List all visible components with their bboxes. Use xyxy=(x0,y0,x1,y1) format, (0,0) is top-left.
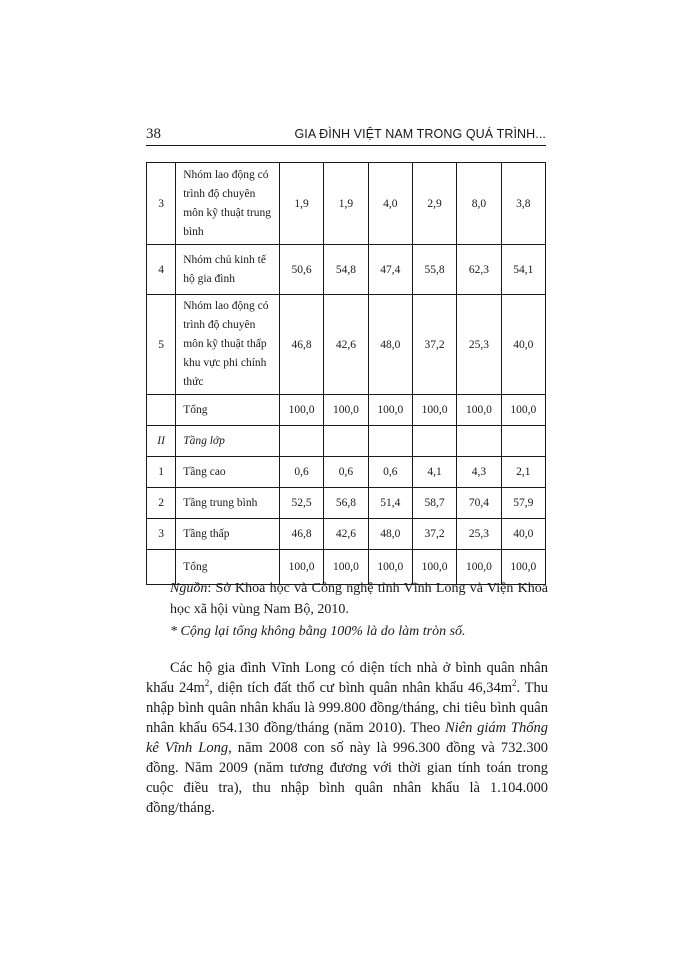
value-cell: 100,0 xyxy=(279,550,323,585)
value-cell: 25,3 xyxy=(457,295,501,395)
value-cell: 42,6 xyxy=(324,519,368,550)
book-title: Niên giám Thống kê Vĩnh Long xyxy=(146,720,548,756)
row-label: Nhóm chủ kinh tế hộ gia đình xyxy=(176,245,280,295)
value-cell: 46,8 xyxy=(279,519,323,550)
body-paragraph xyxy=(146,658,548,818)
table-row xyxy=(147,519,546,550)
value-cell: 46,8 xyxy=(279,295,323,395)
value-cell: 47,4 xyxy=(368,245,412,295)
statistics-table xyxy=(146,162,546,585)
paragraph-text xyxy=(146,658,548,818)
row-number: 4 xyxy=(147,245,176,295)
row-label: Tổng xyxy=(176,395,280,426)
table-row xyxy=(147,295,546,395)
value-cell: 25,3 xyxy=(457,519,501,550)
value-cell: 52,5 xyxy=(279,488,323,519)
superscript-2: 2 xyxy=(204,678,210,689)
value-cell: 2,9 xyxy=(412,163,456,245)
paragraph-part-2: , diện tích đất thổ cư bình quân nhân khẩu 46,34m xyxy=(209,680,512,696)
row-number: 2 xyxy=(147,488,176,519)
value-cell: 4,0 xyxy=(368,163,412,245)
value-cell: 0,6 xyxy=(368,457,412,488)
value-cell: 50,6 xyxy=(279,245,323,295)
value-cell: 8,0 xyxy=(457,163,501,245)
running-title: GIA ĐÌNH VIỆT NAM TRONG QUÁ TRÌNH... xyxy=(294,127,546,141)
value-cell: 100,0 xyxy=(412,550,456,585)
table-row xyxy=(147,163,546,245)
row-number: 3 xyxy=(147,519,176,550)
superscript-2: 2 xyxy=(512,678,517,689)
table-row xyxy=(147,426,546,457)
paragraph-part-4: , năm 2008 con số này là 996.300 đồng và 732.300 đồng. Năm 2009 (năm tương đương với thời gian tính toán trong cuộc điều tra), thu nhập bình quân nhân khẩu là 1.104.000 đồng/tháng. xyxy=(146,740,548,816)
value-cell: 100,0 xyxy=(324,550,368,585)
row-number: 3 xyxy=(147,163,176,245)
value-cell: 37,2 xyxy=(412,519,456,550)
value-cell: 54,1 xyxy=(501,245,545,295)
value-cell: 62,3 xyxy=(457,245,501,295)
value-cell xyxy=(501,426,545,457)
table-row xyxy=(147,488,546,519)
value-cell xyxy=(457,426,501,457)
table-row xyxy=(147,457,546,488)
value-cell: 100,0 xyxy=(368,550,412,585)
value-cell: 51,4 xyxy=(368,488,412,519)
value-cell: 37,2 xyxy=(412,295,456,395)
row-label: Nhóm lao động có trình độ chuyên môn kỹ thuật trung bình xyxy=(176,163,280,245)
value-cell: 56,8 xyxy=(324,488,368,519)
value-cell: 42,6 xyxy=(324,295,368,395)
row-label: Tầng lớp xyxy=(176,426,280,457)
source-text: : Sở Khoa học và Công nghệ tỉnh Vĩnh Long và Viện Khoa học xã hội vùng Nam Bộ, 2010. xyxy=(170,581,548,617)
value-cell: 100,0 xyxy=(368,395,412,426)
source-note xyxy=(170,578,548,620)
source-label: Nguồn xyxy=(170,581,208,596)
value-cell: 100,0 xyxy=(279,395,323,426)
value-cell: 48,0 xyxy=(368,519,412,550)
value-cell xyxy=(324,426,368,457)
row-number: II xyxy=(147,426,176,457)
value-cell: 54,8 xyxy=(324,245,368,295)
row-label: Tầng cao xyxy=(176,457,280,488)
value-cell: 100,0 xyxy=(457,395,501,426)
row-number xyxy=(147,395,176,426)
page-header xyxy=(146,126,546,146)
value-cell: 70,4 xyxy=(457,488,501,519)
value-cell xyxy=(279,426,323,457)
value-cell: 0,6 xyxy=(324,457,368,488)
value-cell: 57,9 xyxy=(501,488,545,519)
value-cell: 40,0 xyxy=(501,519,545,550)
row-number: 5 xyxy=(147,295,176,395)
row-label: Tầng thấp xyxy=(176,519,280,550)
row-number: 1 xyxy=(147,457,176,488)
value-cell: 100,0 xyxy=(501,395,545,426)
row-label: Tổng xyxy=(176,550,280,585)
row-label: Nhóm lao động có trình độ chuyên môn kỹ thuật thấp khu vực phi chính thức xyxy=(176,295,280,395)
value-cell xyxy=(412,426,456,457)
value-cell: 100,0 xyxy=(501,550,545,585)
paragraph-part-1: Các hộ gia đình Vĩnh Long có diện tích nhà ở bình quân nhân khẩu 24m xyxy=(146,660,548,696)
value-cell: 55,8 xyxy=(412,245,456,295)
table-row xyxy=(147,395,546,426)
value-cell: 100,0 xyxy=(324,395,368,426)
table-row xyxy=(147,245,546,295)
value-cell: 0,6 xyxy=(279,457,323,488)
value-cell: 4,3 xyxy=(457,457,501,488)
value-cell: 1,9 xyxy=(279,163,323,245)
value-cell: 100,0 xyxy=(412,395,456,426)
value-cell: 100,0 xyxy=(457,550,501,585)
page-number: 38 xyxy=(146,126,161,142)
row-label: Tầng trung bình xyxy=(176,488,280,519)
value-cell: 58,7 xyxy=(412,488,456,519)
value-cell: 4,1 xyxy=(412,457,456,488)
value-cell: 48,0 xyxy=(368,295,412,395)
table-body xyxy=(147,163,546,585)
rounding-note: * Cộng lại tổng không bằng 100% là do làm tròn số. xyxy=(170,624,466,639)
value-cell: 1,9 xyxy=(324,163,368,245)
value-cell: 40,0 xyxy=(501,295,545,395)
header-rule xyxy=(146,145,546,146)
value-cell: 3,8 xyxy=(501,163,545,245)
paragraph-part-3: . Thu nhập bình quân nhân khẩu là 999.800 đồng/tháng, chi tiêu bình quân nhân khẩu 654.130 đồng/tháng (năm 2010). Theo xyxy=(146,680,548,736)
value-cell: 2,1 xyxy=(501,457,545,488)
value-cell xyxy=(368,426,412,457)
